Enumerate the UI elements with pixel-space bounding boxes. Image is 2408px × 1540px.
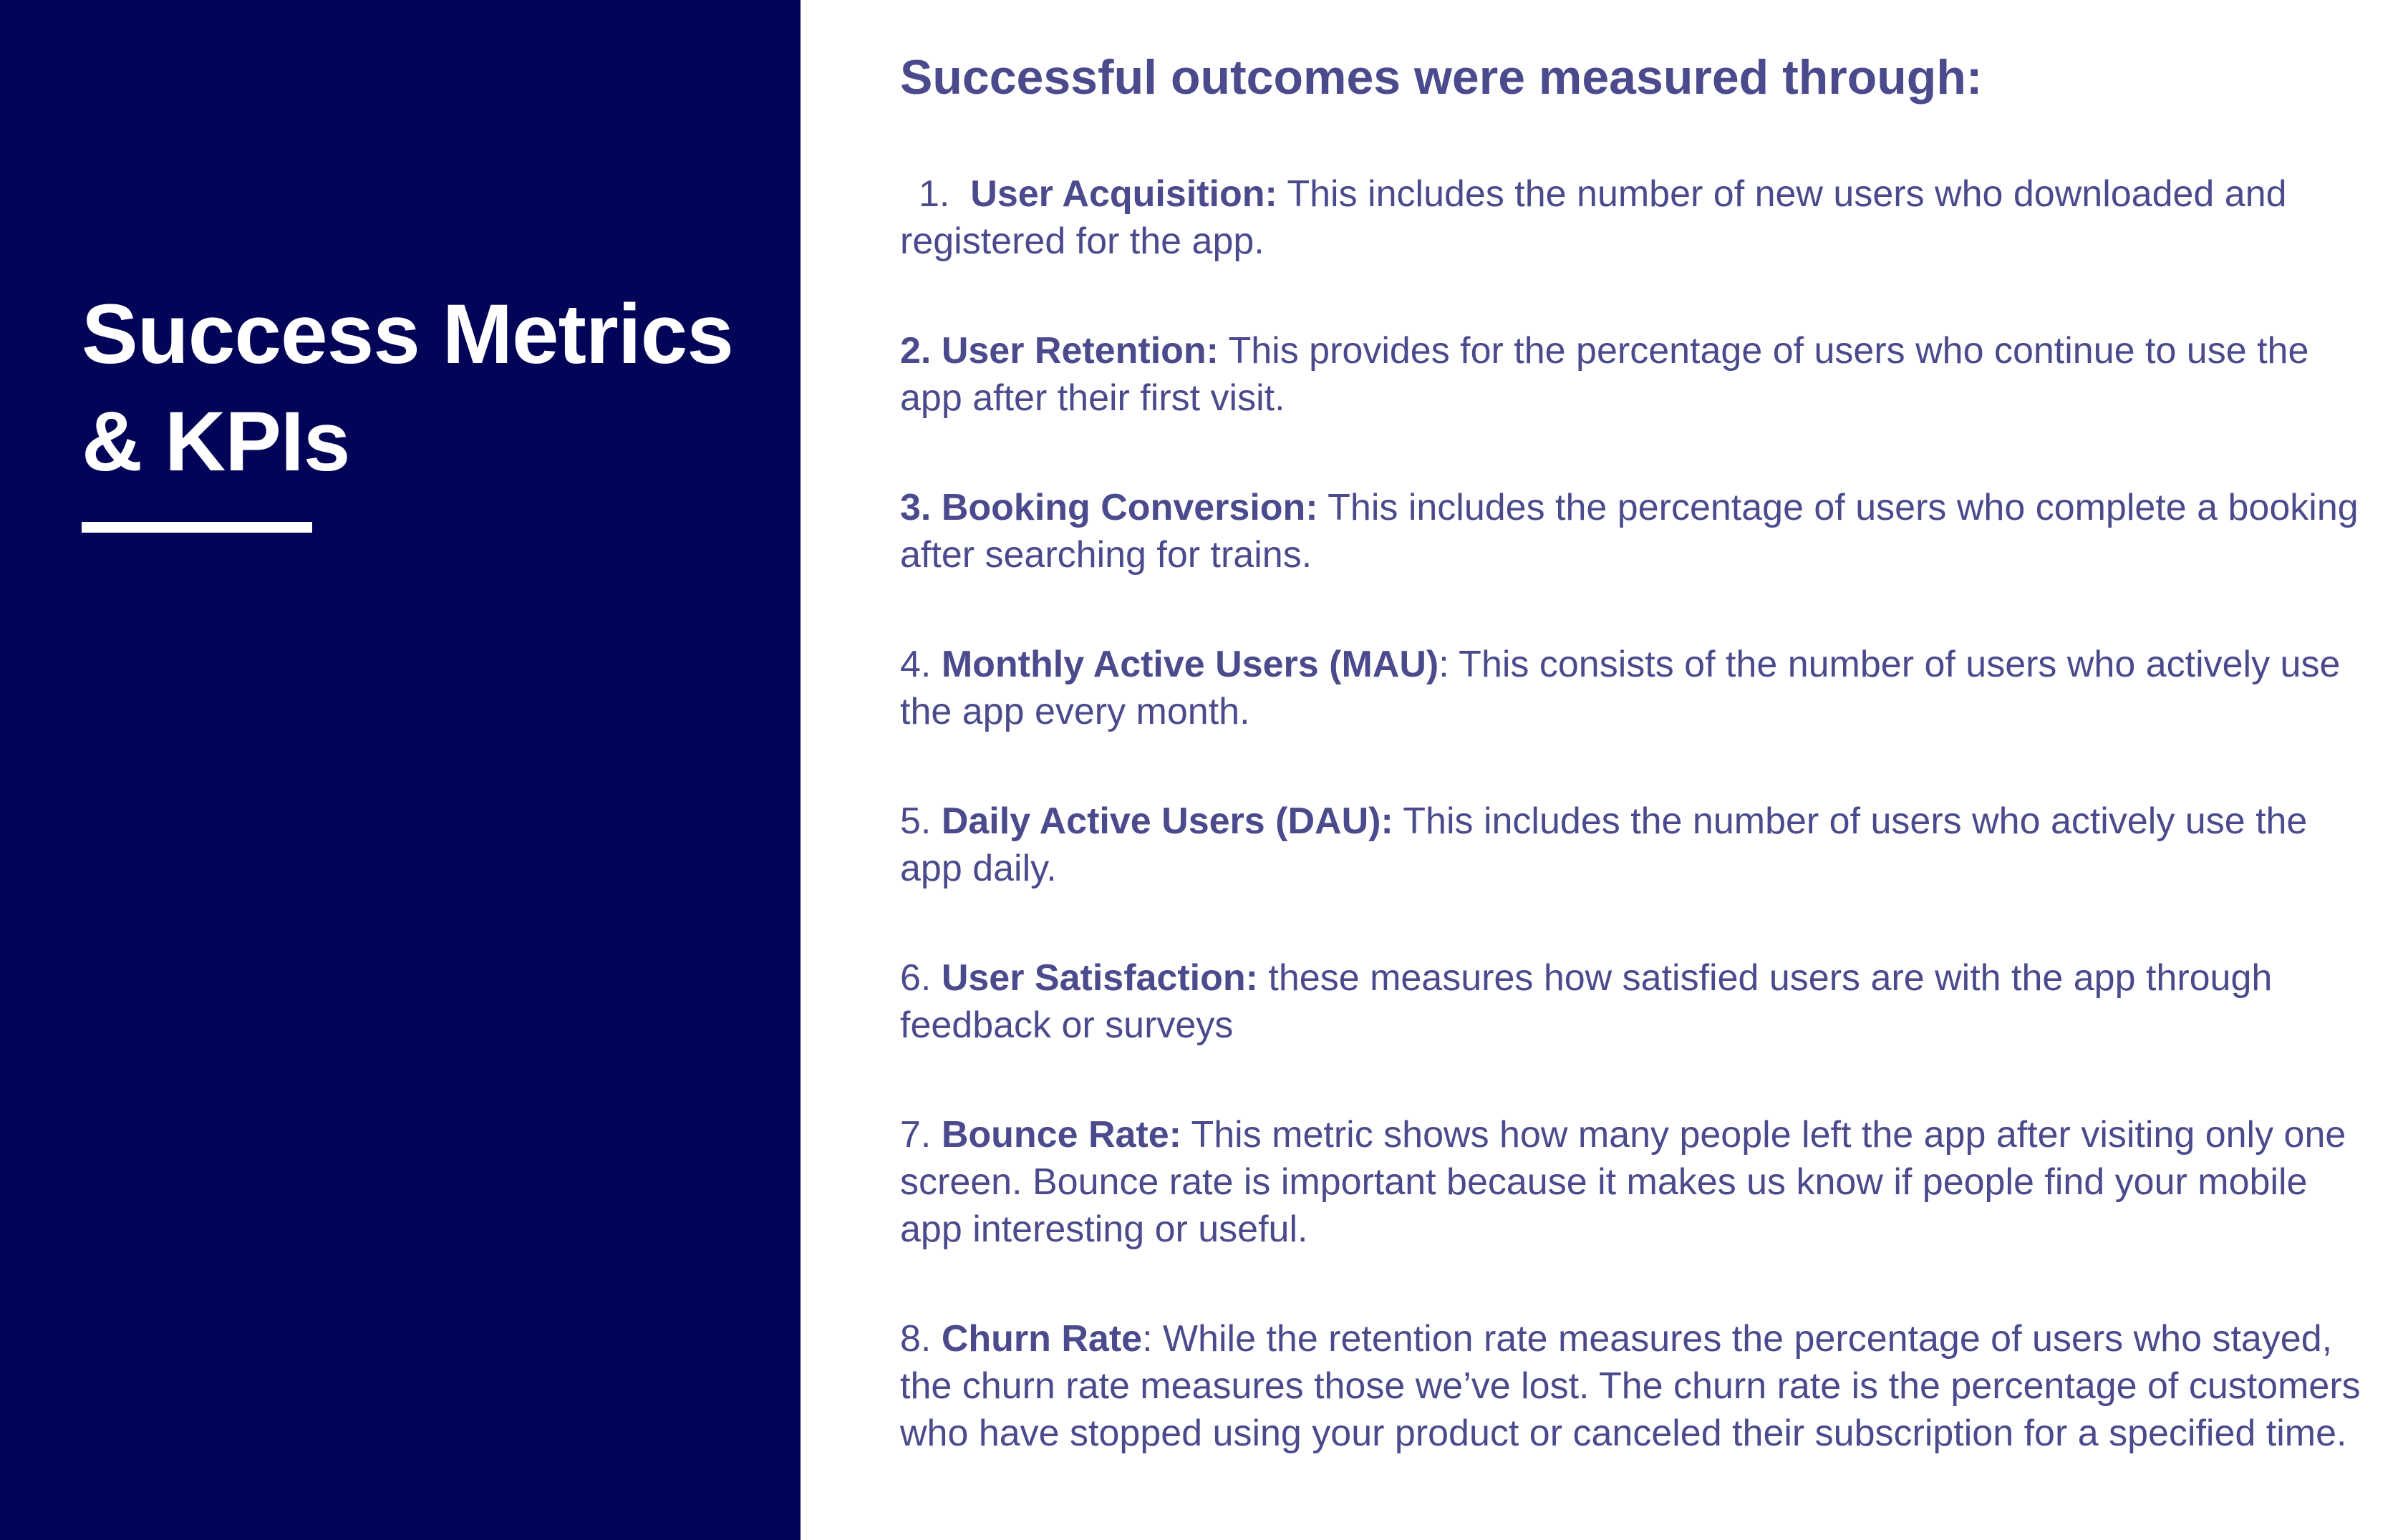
metric-description: This includes the number of users who actively use the app daily. [900,800,2308,889]
metric-label: Booking Conversion: [941,487,1318,528]
metric-monthly-active-users [900,641,2368,735]
metric-number: 8. [900,1318,932,1360]
metric-label: User Satisfaction: [941,957,1258,999]
metric-description: This includes the percentage of users who complete a booking after searching for trains. [900,487,2359,576]
metric-label: User Retention: [941,330,1219,372]
metric-user-retention [900,327,2368,422]
metric-label: Daily Active Users (DAU): [941,800,1393,842]
metric-label: Churn Rate [941,1318,1143,1360]
metric-churn-rate [900,1315,2368,1457]
metric-description: This metric shows how many people left the app after visiting only one screen. Bounce rate is important because it makes us know if people find your mobile app interesting or useful. [900,1114,2346,1250]
metric-number: 1. [919,173,950,215]
metric-label: Monthly Active Users (MAU) [941,644,1439,685]
content-panel [900,0,2368,1540]
page-title-line-2: & KPIs [82,394,350,489]
title-underline [82,522,312,533]
page-title [82,281,783,495]
metric-booking-conversion [900,484,2368,578]
metric-number: 6. [900,957,932,999]
metric-bounce-rate [900,1111,2368,1253]
metric-number: 4. [900,644,932,685]
metric-user-satisfaction [900,954,2368,1049]
metric-description: : This consists of the number of users who actively use the app every month. [900,644,2341,732]
metric-number: 5. [900,800,932,842]
metric-description: : While the retention rate measures the percentage of users who stayed, the churn rate measures those we’ve lost. The churn rate is the percentage of customers who have stopped using your product or canceled their subscription for a specified time. [900,1318,2361,1454]
metric-number: 7. [900,1114,932,1156]
metric-label: User Acquisition: [970,173,1277,215]
left-panel [0,0,801,1540]
metric-daily-active-users [900,798,2368,892]
metric-description: these measures how satisfied users are with the app through feedback or surveys [900,957,2273,1046]
metric-label: Bounce Rate: [941,1114,1181,1156]
metric-user-acquisition [900,170,2368,265]
metric-description: This provides for the percentage of users who continue to use the app after their first visit. [900,330,2309,419]
metric-number: 2. [900,330,932,372]
section-heading: Successful outcomes were measured through: [900,50,1983,105]
page-title-line-1: Success Metrics [82,287,733,382]
metric-description: This includes the number of new users who downloaded and registered for the app. [900,173,2287,262]
metric-number: 3. [900,487,932,528]
